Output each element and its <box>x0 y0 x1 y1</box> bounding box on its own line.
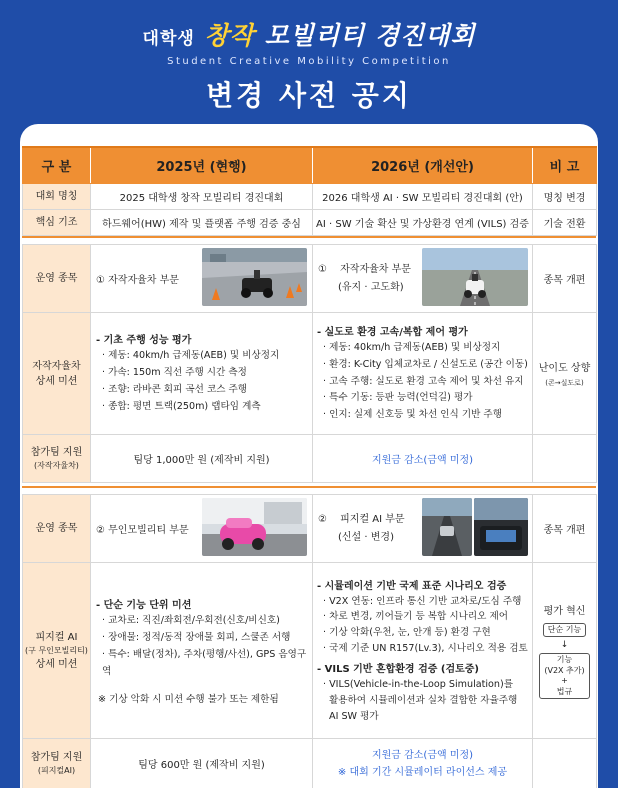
s1-sl-2: (자작자율차) <box>34 461 79 470</box>
section-divider <box>22 236 596 244</box>
list-item: · V2X 연동: 인프라 통신 기반 교차로/도심 주행 <box>323 595 522 607</box>
s2-mp-title2: - VILS 기반 혼합환경 검증 (검토중) <box>317 663 479 675</box>
title-highlight: 창작 <box>204 21 255 50</box>
s2-support-note <box>533 739 597 788</box>
s2-mc-title: - 단순 기능 단위 미션 <box>96 600 192 612</box>
core-note: 기술 전환 <box>533 209 597 235</box>
row-label-name: 대회 명칭 <box>23 183 91 209</box>
list-item: · 국제 기준 UN R157(Lv.3), 시나리오 적용 검토 <box>323 643 528 655</box>
core-proposed: AI · SW 기술 확산 및 가상환경 연계 (VILS) 검증 <box>313 209 533 235</box>
s2-mn-pill2-l4: 법규 <box>556 686 573 696</box>
s2-support-current: 팀당 600만 원 (제작비 지원) <box>91 739 313 788</box>
name-current: 2025 대학생 창작 모빌리티 경진대회 <box>91 183 313 209</box>
list-item: · 고속 주행: 실도로 환경 고속 제어 및 차선 유지 <box>323 375 524 387</box>
physical-ai-photo-2 <box>474 498 528 556</box>
table-row <box>23 313 597 435</box>
list-item: · 특수 기동: 등판 능력(언덕길) 평가 <box>323 392 473 404</box>
s2-mission-label <box>23 563 91 739</box>
title-prefix: 대학생 <box>142 29 195 49</box>
table-row <box>23 563 597 739</box>
s2-mission-note <box>533 563 597 739</box>
s2-op-note: 종목 개편 <box>533 495 597 563</box>
s2-sl-2: (피지컬AI) <box>37 766 76 775</box>
s2-mp-title1: - 시뮬레이션 기반 국제 표준 시나리오 검증 <box>317 580 507 592</box>
unmanned-mobility-photo-current <box>202 498 307 556</box>
list-item: · 차로 변경, 끼어들기 등 복합 시나리오 제어 <box>323 611 508 623</box>
s1-mc-list <box>96 348 308 415</box>
header-note: 비 고 <box>533 147 597 183</box>
list-item: · 교차로: 직진/좌회전/우회전(신호/비신호) <box>102 615 280 627</box>
s1-support-label <box>23 435 91 483</box>
list-item: · 조향: 라바콘 회피 곡선 코스 주행 <box>102 384 248 395</box>
s1-support-proposed: 지원금 감소(금액 미정) <box>313 435 533 483</box>
notice-title: 변경 사전 공지 <box>206 79 412 112</box>
header-category: 구 분 <box>23 147 91 183</box>
s1-support-note <box>533 435 597 483</box>
name-note: 명칭 변경 <box>533 183 597 209</box>
table-row <box>23 435 597 483</box>
list-item: · 종합: 평면 트랙(250m) 랩타임 계측 <box>102 400 261 412</box>
s1-support-current: 팀당 1,000만 원 (제작비 지원) <box>91 435 313 483</box>
s1-mc-title: - 기초 주행 성능 평가 <box>96 335 192 347</box>
title-main: 모빌리티 경진대회 <box>264 21 476 50</box>
header <box>0 0 618 118</box>
s2-mp-list2 <box>317 677 530 724</box>
down-arrow-icon: ↓ <box>560 640 569 651</box>
s2-mn-pill2 <box>539 653 589 699</box>
s2-support-label <box>23 739 91 788</box>
table-row <box>23 183 597 209</box>
s2-op-label: 운영 종목 <box>23 495 91 563</box>
list-item: · 특수: 배달(정차), 주차(평행/사선), GPS 음영구역 <box>102 649 307 677</box>
s1-mission-label <box>23 313 91 435</box>
s2-op-current: ② 무인모빌리티 부문 <box>91 495 313 563</box>
s2-mn-text: 평가 혁신 <box>543 606 586 618</box>
s2-mn-pill1: 단순 기능 <box>543 623 586 637</box>
s2-sp-1: 지원금 감소(금액 미정) <box>371 749 474 761</box>
s2-op-proposed-l2: (신설 · 변경) <box>338 531 394 543</box>
s1-mission-label-l1: 자작자율차 <box>32 360 81 372</box>
autonomous-car-photo-current <box>202 248 307 306</box>
s1-mp-title: - 실도로 환경 고속/복합 제어 평가 <box>317 327 468 339</box>
list-item: · VILS(Vehicle-in-the-Loop Simulation)를 <box>323 678 514 690</box>
table-row <box>23 739 597 788</box>
physical-ai-photo-1 <box>422 498 472 556</box>
s2-mc-footnote: ※ 기상 악화 시 미션 수행 불가 또는 제한됨 <box>98 693 279 705</box>
core-current: 하드웨어(HW) 제작 및 플랫폼 주행 검증 중심 <box>91 209 313 235</box>
s1-op-note: 종목 개편 <box>533 245 597 313</box>
s1-mp-list <box>317 340 530 424</box>
s1-sl-1: 참가팀 지원 <box>30 447 83 458</box>
s2-sp-2: ※ 대회 기간 시뮬레이터 라이선스 제공 <box>337 766 508 778</box>
row-label-core: 핵심 기조 <box>23 209 91 235</box>
s2-support-proposed <box>313 739 533 788</box>
list-item: · 제동: 40km/h 급제동(AEB) 및 비상정지 <box>102 350 280 362</box>
list-item: · 가속: 150m 직선 주행 시간 측정 <box>102 367 247 379</box>
s1-mission-note <box>533 313 597 435</box>
list-item: 활용하여 시뮬레이션과 실차 결합한 자율주행 <box>329 694 518 706</box>
comparison-table-top <box>22 146 597 236</box>
list-item: · 인지: 실제 신호등 및 차선 인식 기반 주행 <box>323 409 502 421</box>
section-divider <box>22 486 596 494</box>
s2-mp-list1 <box>317 594 530 657</box>
s2-mn-pill2-l2: (V2X 추가) <box>544 665 585 675</box>
s2-op-proposed-l1: ② 피지컬 AI 부문 <box>318 513 405 525</box>
s2-mc-list <box>96 613 309 680</box>
autonomous-car-photo-proposed <box>422 248 528 306</box>
s1-mn-sub: (콘→실도로) <box>545 379 584 387</box>
s1-mission-label-l2: 상세 미션 <box>35 375 78 387</box>
s1-op-current: ① 자작자율차 부문 <box>91 245 313 313</box>
list-item: · 환경: K-City 입체교차로 / 신설도로 (공간 이동) <box>323 358 528 370</box>
s2-mn-pill2-l1: 기능 <box>556 655 573 665</box>
s2-sl-1: 참가팀 지원 <box>30 752 83 763</box>
s1-mission-current <box>91 313 313 435</box>
header-proposed: 2026년 (개선안) <box>313 147 533 183</box>
s2-mission-current <box>91 563 313 739</box>
list-item: AI SW 평가 <box>329 710 379 722</box>
header-current: 2025년 (현행) <box>91 147 313 183</box>
s1-mn-text: 난이도 상향 <box>538 363 591 374</box>
s1-mission-proposed <box>313 313 533 435</box>
s1-op-proposed-l1: ① 자작자율차 부문 <box>318 263 411 275</box>
s2-mission-proposed <box>313 563 533 739</box>
s2-ml-1: 피지컬 AI <box>35 631 78 643</box>
s1-op-proposed-l2: (유지 · 고도화) <box>338 281 404 293</box>
list-item: · 제동: 40km/h 급제동(AEB) 및 비상정지 <box>323 342 501 354</box>
table-header-row <box>23 147 597 183</box>
competition-title <box>0 16 618 52</box>
s2-ml-2: (구 무인모빌리티) <box>25 645 88 655</box>
list-item: · 장애물: 정적/동적 장애물 회피, 스쿨존 서행 <box>102 632 291 644</box>
s1-op-label: 운영 종목 <box>23 245 91 313</box>
name-proposed: 2026 대학생 AI · SW 모빌리티 경진대회 (안) <box>313 183 533 209</box>
s2-ml-3: 상세 미션 <box>35 658 78 670</box>
s2-mn-pill2-l3: + <box>561 676 568 686</box>
table-row <box>23 209 597 235</box>
list-item: · 기상 악화(우천, 눈, 안개 등) 환경 구현 <box>323 627 491 639</box>
english-subtitle: Student Creative Mobility Competition <box>167 56 451 67</box>
